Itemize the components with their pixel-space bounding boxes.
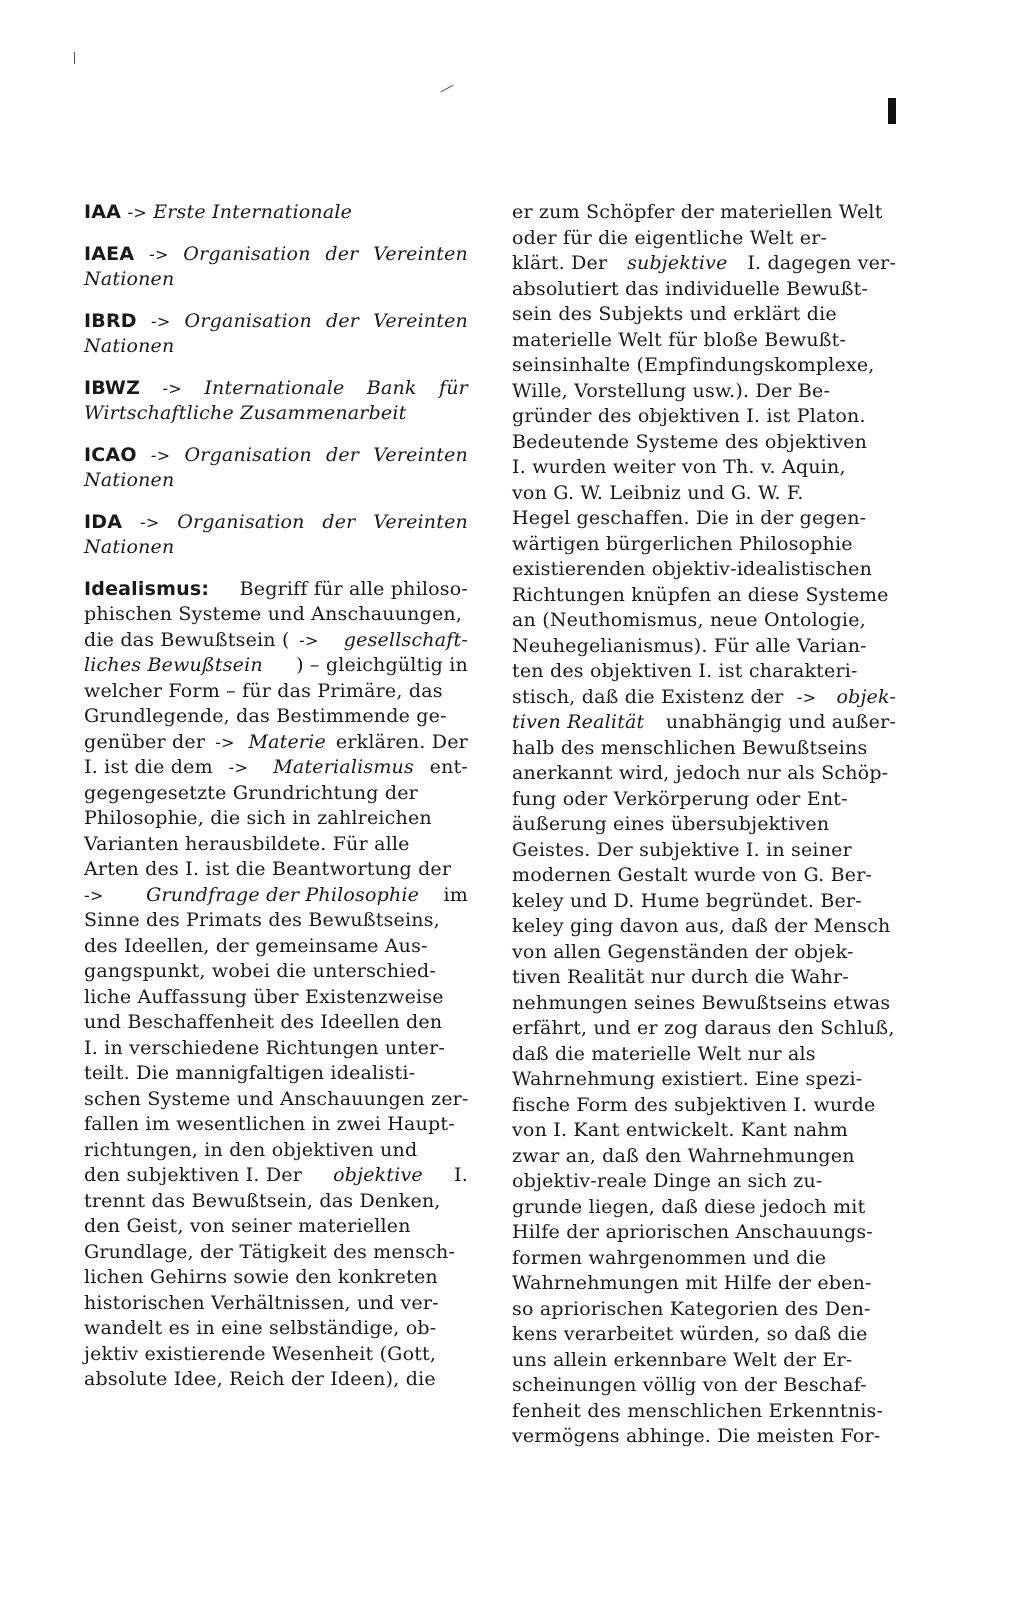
text-segment (315, 242, 321, 268)
text-line (512, 1348, 896, 1374)
text-segment: Neuhegelianismus). Für alle Varian- (512, 634, 867, 657)
text-segment: fung oder Verkörperung oder Ent- (512, 787, 848, 810)
italic-term: Wirtschaftliche Zusammenarbeit (84, 402, 407, 424)
cross-reference-arrow: -> (150, 311, 171, 331)
text-line (84, 832, 468, 858)
text-line (512, 481, 896, 507)
text-segment (328, 628, 334, 654)
italic-term: Vereinten (373, 309, 468, 332)
text-line (84, 401, 468, 427)
text-segment: äußerung eines übersubjektiven (512, 813, 830, 835)
text-segment: tiven Realität nur durch die Wahr- (512, 966, 849, 988)
text-line (84, 468, 468, 494)
text-line (84, 1342, 468, 1368)
text-line (512, 532, 896, 558)
text-line (84, 242, 468, 268)
text-segment: ) – gleichgültig in (296, 654, 468, 676)
text-segment: Arten des I. ist die Beantwortung der (84, 858, 452, 880)
text-segment (148, 376, 154, 402)
text-line (512, 455, 896, 481)
text-line (84, 1367, 468, 1393)
text-line (84, 730, 468, 756)
text-line (84, 704, 468, 730)
text-segment: jektiv existierende Wesenheit (Gott, (84, 1342, 437, 1365)
text-segment: fische Form des subjektiven I. wurde (512, 1093, 876, 1116)
text-segment: oder für die eigentliche Welt er- (512, 226, 828, 249)
italic-term: gesellschaft- (343, 628, 468, 651)
text-segment: keley ging davon aus, daß der Mensch (512, 915, 891, 937)
text-segment: daß die materielle Welt nur als (512, 1042, 816, 1065)
text-line (512, 991, 896, 1017)
text-segment: schen Systeme und Anschauungen zer- (84, 1087, 469, 1110)
text-segment (352, 376, 358, 402)
text-segment: Bedeutende Systeme des objektiven (512, 430, 868, 453)
text-segment (174, 309, 180, 335)
text-segment: zwar an, daß den Wahrnehmungen (512, 1144, 855, 1167)
text-segment: absolutiert das individuelle Bewußt- (512, 277, 869, 300)
text-line (84, 1061, 468, 1087)
text-segment: objektiv-reale Dinge an sich zu- (512, 1170, 823, 1192)
text-segment: Sinne des Primats des Bewußtseins, (84, 909, 440, 931)
cross-reference-arrow: -> (299, 630, 319, 650)
italic-term: Organisation (177, 510, 305, 533)
text-line (84, 1265, 468, 1291)
text-line (512, 1195, 896, 1221)
text-line (512, 251, 896, 277)
scan-speck (441, 85, 454, 92)
text-line (512, 710, 896, 736)
cross-reference-arrow: -> (228, 758, 249, 777)
text-segment: Grundlage, der Tätigkeit des mensch- (84, 1240, 456, 1263)
right-column (512, 200, 896, 1450)
text-line (512, 838, 896, 864)
text-segment: I. ist die dem (84, 756, 220, 778)
text-line (512, 557, 896, 583)
text-segment: gangspunkt, wobei die unterschied- (84, 960, 437, 982)
text-line (512, 1246, 896, 1272)
text-segment: Hegel geschaffen. Die in der gegen- (512, 507, 867, 529)
text-segment: den Geist, von seiner materiellen (84, 1215, 411, 1237)
text-line (84, 883, 468, 909)
text-segment: Wahrnehmung existiert. Eine spezi- (512, 1068, 863, 1090)
text-segment (258, 755, 264, 781)
text-segment: die das Bewußtsein ( (84, 628, 290, 651)
text-line (512, 1042, 896, 1068)
text-segment (190, 376, 196, 402)
cross-reference-arrow: -> (127, 203, 147, 222)
text-segment: Begriff für alle philoso- (233, 577, 468, 600)
text-segment: Wille, Vorstellung usw.). Der Be- (512, 379, 831, 402)
text-segment: historischen Verhältnissen, und ver- (84, 1291, 439, 1314)
text-segment: von G. W. Leibniz und G. W. F. (512, 481, 804, 504)
text-segment (361, 510, 367, 536)
text-segment: den subjektiven I. Der (84, 1164, 309, 1186)
text-line (512, 736, 896, 762)
text-segment (141, 443, 147, 469)
text-line (512, 659, 896, 685)
entry-headword: IBRD (84, 309, 137, 332)
text-segment: er zum Schöpfer der materiellen Welt (512, 201, 883, 223)
text-segment: gründer des objektiven I. ist Platon. (512, 405, 866, 427)
italic-term: der (325, 443, 360, 466)
text-segment (141, 309, 147, 335)
text-segment: Grundlegende, das Bestimmende ge- (84, 705, 447, 727)
text-line (84, 1036, 468, 1062)
text-segment: I. (447, 1164, 468, 1186)
entry-headword: ICAO (84, 443, 137, 466)
text-segment (165, 510, 171, 536)
entry-headword: IAEA (84, 242, 135, 265)
text-segment: Wahrnehmungen mit Hilfe der eben- (512, 1272, 872, 1294)
italic-term: Organisation (184, 443, 312, 466)
text-line (84, 755, 468, 781)
text-line (512, 889, 896, 915)
text-line (84, 679, 468, 705)
text-line (512, 1169, 896, 1195)
text-segment: wandelt es in eine selbständige, ob- (84, 1317, 437, 1339)
text-segment: stisch, daß die Existenz der (512, 685, 790, 708)
text-line (512, 302, 896, 328)
italic-term: Vereinten (373, 443, 468, 466)
text-line (84, 628, 468, 654)
text-line (84, 985, 468, 1011)
text-segment: materielle Welt für bloße Bewußt- (512, 328, 847, 351)
text-line (512, 1373, 896, 1399)
text-line (84, 934, 468, 960)
text-segment: trennt das Bewußtsein, das Denken, (84, 1189, 441, 1212)
text-segment: kens verarbeitet würden, so daß die (512, 1323, 868, 1345)
section-letter-marker (888, 98, 896, 124)
text-line (512, 634, 896, 660)
italic-term: Nationen (84, 536, 175, 558)
text-line (84, 1291, 468, 1317)
text-segment: fallen im wesentlichen in zwei Haupt- (84, 1113, 455, 1135)
text-segment: wärtigen bürgerlichen Philosophie (512, 532, 853, 555)
italic-term: Grundfrage der Philosophie (146, 883, 420, 906)
text-segment: fenheit des menschlichen Erkenntnis- (512, 1399, 884, 1422)
text-line (84, 334, 468, 360)
text-segment: existierenden objektiv-idealistischen (512, 558, 873, 580)
italic-term: Erste Internationale (153, 201, 353, 223)
text-segment: Richtungen knüpfen an diese Systeme (512, 583, 889, 606)
text-line (512, 1297, 896, 1323)
text-segment: uns allein erkennbare Welt der Er- (512, 1348, 853, 1371)
entry-headword: IDA (84, 510, 123, 533)
text-segment: keley und D. Hume begründet. Ber- (512, 889, 862, 912)
text-line (84, 309, 468, 335)
text-line (512, 1067, 896, 1093)
text-segment (316, 309, 322, 335)
italic-term: der (325, 309, 360, 332)
italic-term: Nationen (84, 268, 175, 290)
text-line (84, 959, 468, 985)
text-line (512, 200, 896, 226)
text-segment: im (437, 883, 468, 906)
text-line (512, 1322, 896, 1348)
text-line (512, 940, 896, 966)
left-column (84, 200, 468, 1393)
text-line (512, 583, 896, 609)
text-line (512, 761, 896, 787)
text-segment (310, 510, 316, 536)
text-segment (139, 242, 145, 268)
text-line (512, 685, 896, 711)
text-segment (173, 242, 179, 268)
text-segment: so apriorischen Kategorien des Den- (512, 1297, 871, 1320)
text-line (84, 200, 468, 226)
text-segment: erfährt, und er zog daraus den Schluß, (512, 1017, 895, 1039)
entry-headword: Idealismus: (84, 577, 210, 600)
text-line (84, 577, 468, 603)
text-line (512, 965, 896, 991)
italic-term: Vereinten (373, 510, 468, 533)
cross-reference-arrow: -> (215, 732, 235, 752)
text-segment: lichen Gehirns sowie den konkreten (84, 1266, 438, 1288)
text-segment: seinsinhalte (Empfindungskomplexe, (512, 354, 875, 376)
text-segment (128, 510, 134, 536)
text-line (84, 1138, 468, 1164)
text-line (84, 1189, 468, 1215)
text-segment: ent- (423, 756, 468, 778)
entry-headword: IBWZ (84, 376, 141, 399)
text-line (84, 443, 468, 469)
text-segment: von allen Gegenständen der objek- (512, 940, 854, 963)
italic-term: objek- (836, 685, 896, 708)
text-line (84, 908, 468, 934)
text-line (512, 1424, 896, 1450)
text-segment (363, 443, 369, 469)
text-line (512, 404, 896, 430)
cross-reference-arrow: -> (148, 244, 169, 264)
text-line (512, 379, 896, 405)
text-segment: erklären. Der (329, 730, 468, 753)
text-line (512, 863, 896, 889)
text-line (512, 1016, 896, 1042)
text-segment: unabhängig und außer- (659, 711, 896, 733)
text-segment (174, 443, 180, 469)
scan-speck (74, 52, 75, 64)
text-segment (238, 730, 244, 756)
text-segment: richtungen, in den objektiven und (84, 1138, 418, 1161)
text-line (512, 328, 896, 354)
text-line (84, 1087, 468, 1113)
text-segment: scheinungen völlig von der Beschaf- (512, 1374, 867, 1396)
text-segment (363, 309, 369, 335)
italic-term: Organisation (183, 242, 311, 265)
text-line (512, 1093, 896, 1119)
italic-term: objektive (333, 1164, 423, 1186)
text-line (512, 608, 896, 634)
text-segment: vermögens abhinge. Die meisten For- (512, 1425, 881, 1447)
text-segment: modernen Gestalt wurde von G. Ber- (512, 864, 873, 886)
italic-term: subjektive (627, 252, 728, 274)
text-segment: ten des objektiven I. ist charakteri- (512, 660, 858, 682)
text-segment: sein des Subjekts und erklärt die (512, 303, 837, 325)
text-segment: formen wahrgenommen und die (512, 1246, 827, 1269)
text-line (84, 1163, 468, 1189)
text-line (512, 1118, 896, 1144)
italic-term: tiven Realität (512, 711, 645, 733)
text-line (84, 535, 468, 561)
text-segment: Varianten herausbildete. Für alle (84, 832, 410, 855)
text-line (512, 353, 896, 379)
text-segment: Hilfe der apriorischen Anschauungs- (512, 1221, 873, 1243)
text-line (84, 1112, 468, 1138)
text-segment: absolute Idee, Reich der Ideen), die (84, 1368, 436, 1390)
text-line (84, 1214, 468, 1240)
cross-reference-arrow: -> (139, 512, 160, 532)
italic-term: der (325, 242, 359, 265)
text-segment: anerkannt wird, jedoch nur als Schöp- (512, 762, 889, 784)
italic-term: für (438, 376, 468, 399)
cross-reference-arrow: -> (150, 445, 171, 465)
text-segment (425, 376, 431, 402)
text-segment: des Ideellen, der gemeinsame Aus- (84, 934, 428, 957)
text-segment (363, 242, 369, 268)
text-segment: halb des menschlichen Bewußtseins (512, 736, 868, 759)
text-segment: von I. Kant entwickelt. Kant nahm (512, 1119, 848, 1141)
text-line (84, 1240, 468, 1266)
text-line (512, 506, 896, 532)
text-segment: I. dagegen ver- (741, 252, 896, 274)
text-segment: gegengesetzte Grundrichtung der (84, 781, 418, 804)
italic-term: Nationen (84, 335, 175, 357)
text-segment: liche Auffassung über Existenzweise (84, 985, 444, 1008)
text-line (512, 430, 896, 456)
italic-term: Vereinten (373, 242, 468, 265)
text-segment (122, 883, 128, 909)
italic-term: Materie (248, 730, 326, 753)
text-line (84, 510, 468, 536)
text-line (512, 914, 896, 940)
italic-term: Materialismus (273, 756, 414, 778)
text-line (512, 812, 896, 838)
text-line (84, 857, 468, 883)
text-line (512, 277, 896, 303)
text-segment: und Beschaffenheit des Ideellen den (84, 1011, 443, 1033)
text-line (84, 267, 468, 293)
text-line (84, 602, 468, 628)
text-segment: I. in verschiedene Richtungen unter- (84, 1036, 445, 1059)
cross-reference-arrow: -> (162, 378, 182, 398)
text-segment (823, 685, 829, 711)
italic-term: liches Bewußtsein (84, 654, 263, 676)
text-segment: nehmungen seines Bewußtseins etwas (512, 991, 891, 1014)
italic-term: Organisation (184, 309, 312, 332)
text-line (512, 1271, 896, 1297)
text-line (84, 1316, 468, 1342)
text-line (84, 781, 468, 807)
text-segment: genüber der (84, 730, 212, 753)
text-segment: an (Neuthomismus, neue Ontologie, (512, 609, 866, 631)
text-line (512, 1399, 896, 1425)
italic-term: Internationale (204, 376, 345, 399)
text-segment: phischen Systeme und Anschauungen, (84, 603, 463, 625)
cross-reference-arrow: -> (796, 687, 817, 707)
text-line (512, 787, 896, 813)
text-segment: welcher Form – für das Primäre, das (84, 679, 443, 702)
text-segment: I. wurden weiter von Th. v. Aquin, (512, 456, 846, 478)
text-line (512, 226, 896, 252)
italic-term: der (322, 510, 356, 533)
text-line (84, 806, 468, 832)
text-segment: klärt. Der (512, 252, 614, 274)
cross-reference-arrow: -> (84, 885, 104, 905)
text-line (84, 376, 468, 402)
text-segment: Geistes. Der subjektive I. in seiner (512, 838, 852, 861)
italic-term: Bank (366, 376, 417, 399)
italic-term: Nationen (84, 469, 175, 491)
text-segment: teilt. Die mannigfaltigen idealisti- (84, 1062, 416, 1084)
text-segment: Philosophie, die sich in zahlreichen (84, 807, 432, 829)
text-line (512, 1220, 896, 1246)
entry-headword: IAA (84, 201, 122, 223)
text-segment: grunde liegen, daß diese jedoch mit (512, 1195, 866, 1218)
text-line (512, 1144, 896, 1170)
text-line (84, 1010, 468, 1036)
text-line (84, 653, 468, 679)
text-segment (316, 443, 322, 469)
